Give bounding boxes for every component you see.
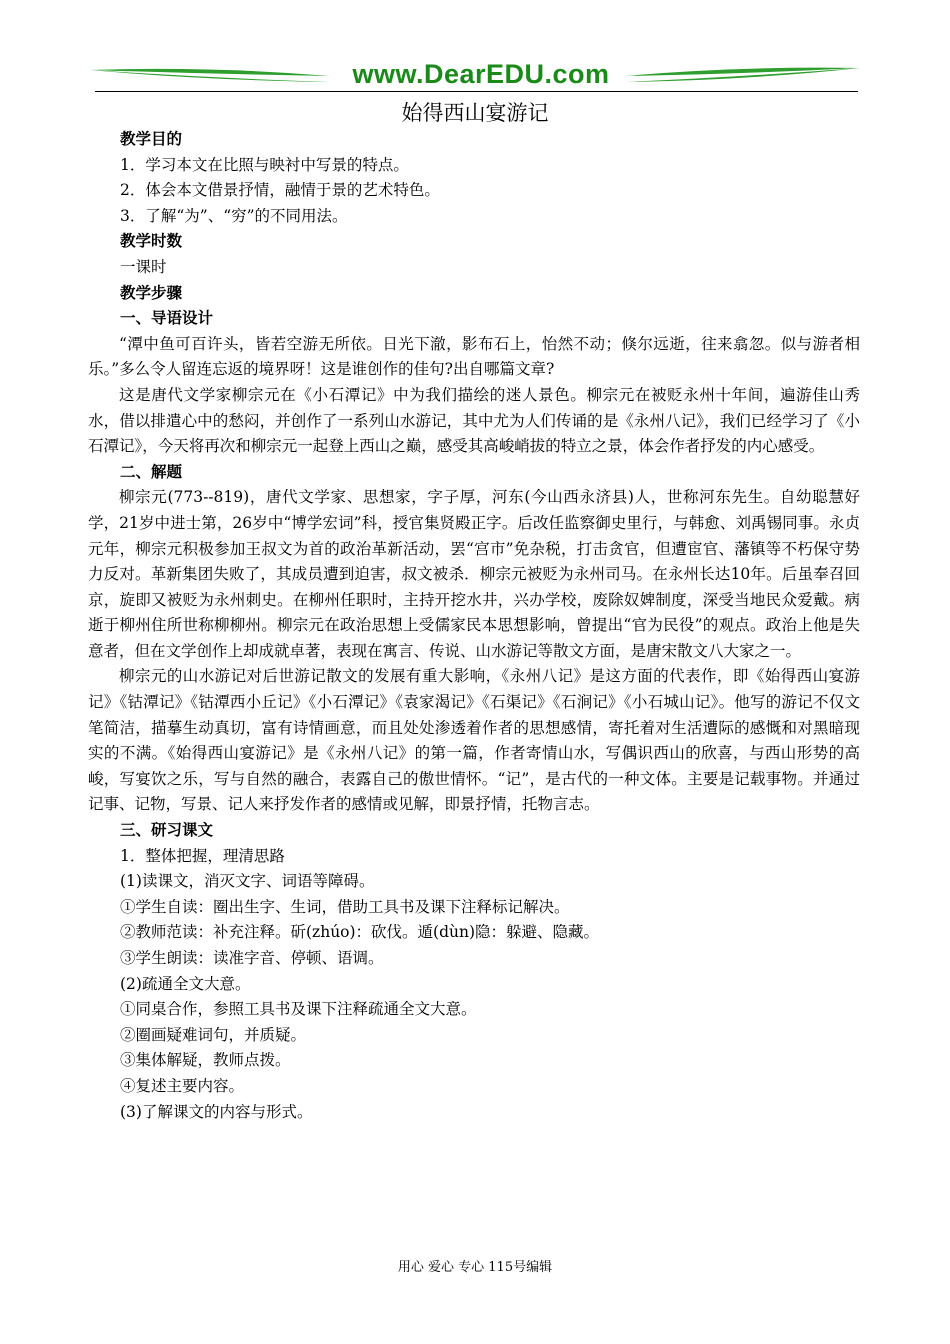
- explain-paragraph: 柳宗元(773--819)，唐代文学家、思想家，字子厚，河东(今山西永济县)人，世称河东先生。自幼聪慧好学，21岁中进士第，26岁中“博学宏词”科，授官集贤殿正字。后改任监察御史里行，与韩愈、刘禹锡同事。永贞元年，柳宗元积极参加王叔文为首的政治革新活动，罢“宫市”免杂税，打击贪官，但遭宦官、藩镇等不朽保守势力反对。革新集团失败了，其成员遭到迫害，叔文被杀．柳宗元被贬为永州司马。在永州长达10年。后虽奉召回京，旋即又被贬为永州刺史。在柳州任职时，主持开挖水井，兴办学校，废除奴婢制度，深受当地民众爱戴。病逝于柳州住所世称柳柳州。柳宗元在政治思想上受儒家民本思想影响，曾提出“官为民役”的观点。政治上他是失意者，但在文学创作上却成就卓著，表现在寓言、传说、山水游记等散文方面，是唐宋散文八大家之一。: [88, 488, 860, 660]
- document-body: [88, 127, 860, 1125]
- page-title: 始得西山宴游记: [401, 101, 549, 125]
- study-item: (3)了解课文的内容与形式。: [120, 1102, 313, 1121]
- study-item: ②圈画疑难词句，并质疑。: [120, 1025, 307, 1044]
- goal-item: 1．学习本文在比照与映衬中写景的特点。: [120, 155, 409, 174]
- study-item: ①同桌合作，参照工具书及课下注释疏通全文大意。: [120, 1000, 477, 1019]
- explain-paragraph: 柳宗元的山水游记对后世游记散文的发展有重大影响，《永州八记》是这方面的代表作，即《始得西山宴游记》《钴潭记》《钴潭西小丘记》《小石潭记》《袁家渴记》《石渠记》《石涧记》《小石城山记》。他写的游记不仅文笔简洁，描摹生动真切，富有诗情画意，而且处处渗透着作者的思想感情，寄托着对生活遭际的感慨和对黑暗现实的不满。《始得西山宴游记》是《永州八记》的第一篇，作者寄情山水，写偶识西山的欣喜，与西山形势的高峻，写宴饮之乐，写与自然的融合，表露自己的傲世情怀。“记”，是古代的一种文体。主要是记载事物。并通过记事、记物，写景、记人来抒发作者的感情或见解，即景抒情，托物言志。: [88, 667, 860, 814]
- intro-paragraph: 这是唐代文学家柳宗元在《小石潭记》中为我们描绘的迷人景色。柳宗元在被贬永州十年间，遍游佳山秀水，借以排遣心中的愁闷，并创作了一系列山水游记，其中尤为人们传诵的是《永州八记》，我们已经学习了《小石潭记》，今天将再次和柳宗元一起登上西山之巅，感受其高峻峭拔的特立之景，体会作者抒发的内心感受。: [88, 385, 860, 456]
- header-divider: [95, 91, 858, 92]
- study-item: ②教师范读：补充注释。斫(zhúo)：砍伐。遁(dùn)隐：躲避、隐藏。: [120, 923, 600, 942]
- goal-heading: 教学目的: [120, 130, 183, 148]
- study-heading: 三、研习课文: [120, 821, 214, 840]
- study-item: (2)疏通全文大意。: [120, 974, 251, 993]
- goal-item: 2．体会本文借景抒情，融情于景的艺术特色。: [120, 181, 440, 200]
- goal-item: 3．了解“为”、“穷”的不同用法。: [120, 206, 348, 225]
- study-item: ③学生朗读：读准字音、停顿、语调。: [120, 949, 384, 967]
- hours-value: 一课时: [120, 257, 167, 276]
- explain-heading: 二、解题: [120, 462, 183, 481]
- study-item: ①学生自读：圈出生字、生词，借助工具书及课下注释标记解决。: [120, 897, 570, 916]
- hours-heading: 教学时数: [120, 232, 183, 251]
- study-item: ④复述主要内容。: [120, 1076, 245, 1095]
- study-item: ③集体解疑，教师点拨。: [120, 1051, 291, 1070]
- intro-heading: 一、导语设计: [120, 309, 214, 328]
- steps-heading: 教学步骤: [120, 283, 183, 302]
- intro-paragraph: “潭中鱼可百许头，皆若空游无所依。日光下澈，影布石上，怡然不动；倏尔远逝，往来翕忽。似与游者相乐。”多么令人留连忘返的境界呀！这是谁创作的佳句?出自哪篇文章?: [88, 334, 860, 379]
- page-footer: 用心 爱心 专心 115号编辑: [397, 1260, 553, 1275]
- study-item: 1．整体把握，理清思路: [120, 846, 285, 865]
- site-header: [0, 59, 950, 92]
- study-item: (1)读课文，消灭文字、词语等障碍。: [120, 872, 375, 891]
- site-brand-logo: www.DearEDU.com: [352, 59, 610, 89]
